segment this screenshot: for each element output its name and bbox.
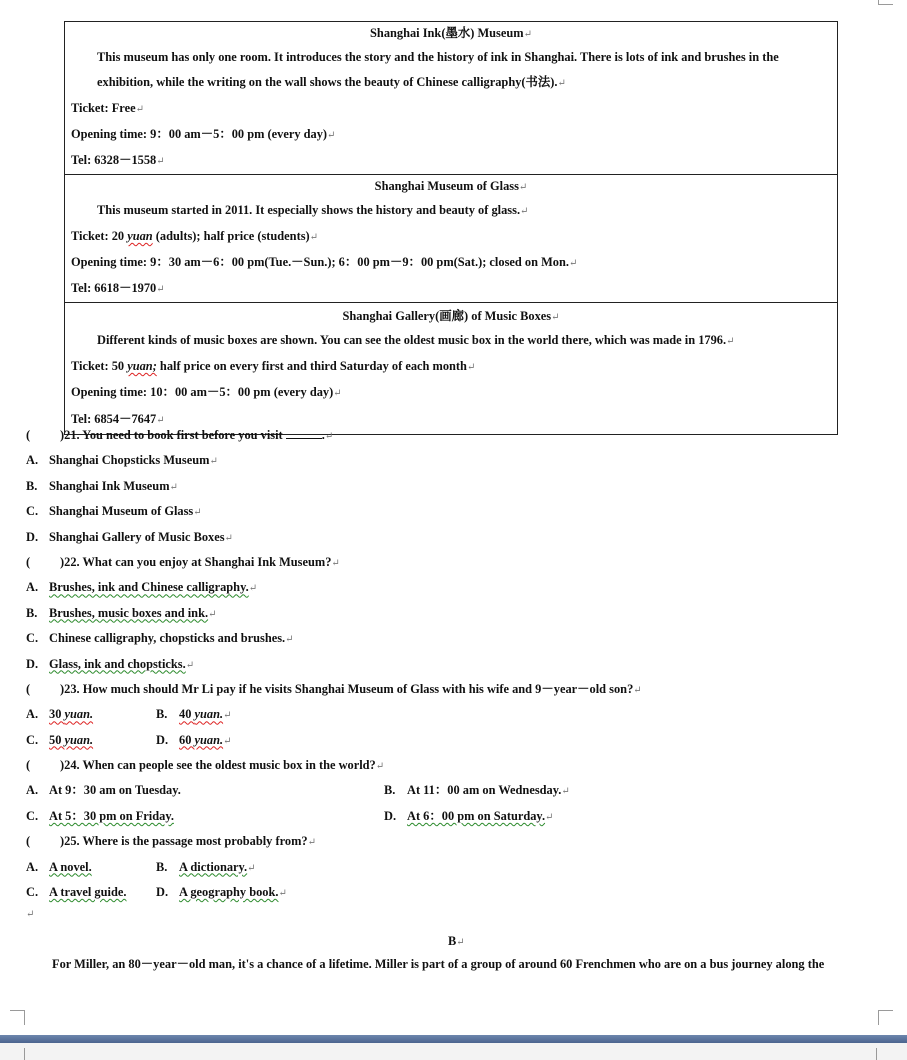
option-letter: C.	[26, 885, 39, 900]
option-row	[26, 856, 886, 881]
tel-text: Tel: 6328－1558	[71, 153, 157, 167]
option-col2	[384, 805, 553, 829]
paragraph-mark: ↵	[561, 786, 570, 798]
option-number: 40	[179, 707, 195, 722]
paragraph-mark: ↵	[331, 557, 340, 569]
museum-box-ink	[65, 22, 837, 174]
option-row	[26, 653, 886, 678]
paragraph-mark: ↵	[327, 130, 336, 141]
option-letter: D.	[384, 808, 397, 823]
option-row	[26, 627, 886, 652]
option-letter: D.	[156, 732, 169, 747]
option-col2	[384, 779, 570, 803]
option-number: 30	[49, 707, 65, 722]
option-row	[26, 729, 886, 754]
paragraph-mark: ↵	[557, 78, 566, 89]
paragraph-mark: ↵	[523, 29, 532, 40]
question-list	[26, 424, 886, 906]
paragraph-mark: ↵	[726, 336, 735, 347]
paragraph-mark: ↵	[545, 811, 554, 823]
question-stem: )25. Where is the passage most probably from?	[60, 834, 308, 849]
museum-box-music-boxes	[65, 302, 837, 434]
passage-text: For Miller, an 80－year－old man, it's a chance of a lifetime. Miller is part of a group of around 60 Frenchmen who are on a bus journey along the	[52, 957, 825, 971]
paragraph-mark: ↵	[278, 888, 287, 900]
opening-text: Opening time: 10：00 am－5：00 pm (every day)	[71, 385, 334, 399]
museum-tel	[65, 276, 837, 302]
option-text: Shanghai Chopsticks Museum	[49, 453, 210, 468]
section-heading-text: B	[448, 934, 457, 948]
option-letter: C.	[26, 808, 39, 823]
museum-description	[65, 328, 837, 354]
option-letter: A.	[26, 783, 39, 798]
option-unit: yuan.	[194, 707, 224, 722]
museum-title-text: Shanghai Gallery(画廊) of Music Boxes	[342, 309, 552, 323]
option-letter: B.	[26, 605, 38, 620]
option-letter: C.	[26, 504, 39, 519]
section-heading	[448, 932, 465, 952]
passage-first-line	[52, 954, 892, 974]
museum-ticket	[65, 224, 837, 250]
paragraph-mark: ↵	[551, 312, 560, 323]
paragraph-mark: ↵	[223, 710, 232, 722]
option-text: Shanghai Ink Museum	[49, 478, 170, 493]
ticket-text: Ticket: Free	[71, 101, 136, 115]
option-text: A novel.	[49, 859, 92, 874]
option-row	[26, 881, 886, 906]
option-text: At 11：00 am on Wednesday.	[407, 783, 562, 798]
museum-info-table	[64, 21, 838, 435]
museum-opening-time	[65, 122, 837, 148]
option-number: 50	[49, 732, 65, 747]
paragraph-mark: ↵	[520, 206, 529, 217]
ticket-unit: yuan;	[127, 359, 157, 373]
museum-title	[65, 175, 837, 198]
question-stem: )22. What can you enjoy at Shanghai Ink Museum?	[60, 554, 332, 569]
answer-blank	[286, 428, 322, 439]
option-text: A dictionary.	[179, 859, 248, 874]
paragraph-mark: ↵	[309, 232, 319, 243]
option-col2	[156, 856, 256, 880]
museum-tel	[65, 148, 837, 174]
question-end: .	[321, 428, 325, 442]
option-text: A geography book.	[179, 885, 279, 900]
option-letter: D.	[26, 656, 39, 671]
paragraph-mark: ↵	[156, 284, 165, 295]
crop-mark-bottom-right	[878, 1010, 893, 1025]
crop-mark-top-right	[878, 0, 893, 5]
paragraph-mark: ↵	[156, 156, 165, 167]
option-letter: C.	[26, 631, 39, 646]
description-text: This museum has only one room. It introduces the story and the history of ink in Shanghai. There is lots of ink and brushes in the exhibition, while the writing on the wall shows the beauty of Chinese calligraphy(书法).	[97, 50, 779, 89]
question-22	[26, 551, 886, 576]
museum-title	[65, 22, 837, 45]
ticket-suffix: half price on every first and third Saturday of each month	[156, 359, 467, 373]
option-letter: A.	[26, 580, 39, 595]
answer-bracket[interactable]: (	[26, 681, 31, 696]
paragraph-mark: ↵	[285, 634, 294, 646]
museum-description	[65, 45, 837, 96]
question-stem: )24. When can people see the oldest music box in the world?	[60, 758, 376, 773]
paragraph-mark: ↵	[223, 735, 232, 747]
answer-bracket[interactable]: (	[26, 758, 31, 773]
option-letter: A.	[26, 859, 39, 874]
option-text: Shanghai Gallery of Music Boxes	[49, 529, 225, 544]
description-text: This museum started in 2011. It especially shows the history and beauty of glass.	[97, 203, 521, 217]
window-bottom-bar	[0, 1035, 907, 1043]
paragraph-mark: ↵	[466, 362, 476, 373]
option-row	[26, 602, 886, 627]
ticket-prefix: Ticket: 50	[71, 359, 128, 373]
paragraph-mark: ↵	[518, 182, 528, 193]
option-row	[26, 703, 886, 728]
option-letter: B.	[156, 859, 168, 874]
museum-ticket	[65, 354, 837, 380]
option-text: Shanghai Museum of Glass	[49, 504, 194, 519]
option-text: Brushes, ink and Chinese calligraphy.	[49, 580, 249, 595]
option-unit: yuan.	[194, 732, 224, 747]
paragraph-mark: ↵	[193, 507, 202, 519]
tel-text: Tel: 6854－7647	[71, 412, 157, 426]
option-text: A travel guide.	[49, 885, 127, 900]
option-col2	[156, 729, 231, 753]
paragraph-mark: ↵	[209, 456, 218, 468]
option-unit: yuan.	[64, 707, 94, 722]
ticket-unit: yuan	[127, 229, 153, 243]
option-text: Chinese calligraphy, chopsticks and brushes.	[49, 631, 286, 646]
museum-description	[65, 198, 837, 224]
option-number: 60	[179, 732, 195, 747]
option-letter: C.	[26, 732, 39, 747]
paragraph-mark: ↵	[375, 761, 385, 773]
question-stem: )23. How much should Mr Li pay if he visits Shanghai Museum of Glass with his wife and 9－year－old son?	[60, 681, 634, 696]
option-letter: B.	[156, 707, 168, 722]
option-row	[26, 526, 886, 551]
option-unit: yuan.	[64, 732, 94, 747]
option-text: At 6：00 pm on Saturday.	[407, 808, 546, 823]
option-letter: D.	[26, 529, 39, 544]
paragraph-mark: ↵	[307, 837, 316, 849]
question-stem: )21. You need to book first before you visit	[60, 428, 283, 442]
paragraph-mark: ↵	[333, 388, 342, 399]
museum-opening-time	[65, 250, 837, 276]
answer-bracket[interactable]: (	[26, 834, 31, 849]
paragraph-mark: ↵	[324, 431, 334, 442]
ticket-prefix: Ticket: 20	[71, 229, 128, 243]
paragraph-mark: ↵	[185, 659, 195, 671]
ticket-suffix: (adults); half price (students)	[152, 229, 310, 243]
museum-title-text: Shanghai Museum of Glass	[374, 179, 519, 193]
paragraph-mark: ↵	[26, 909, 35, 920]
option-col2	[156, 703, 231, 727]
paragraph-mark: ↵	[208, 608, 217, 620]
paragraph-mark: ↵	[633, 684, 642, 696]
tel-text: Tel: 6618－1970	[71, 281, 157, 295]
museum-title-text: Shanghai Ink(墨水) Museum	[370, 26, 524, 40]
option-text: Glass, ink and chopsticks.	[49, 656, 186, 671]
option-letter: A.	[26, 453, 39, 468]
option-row	[26, 475, 886, 500]
option-row	[26, 805, 886, 830]
ruler-tick	[24, 1048, 25, 1060]
question-21	[26, 424, 886, 449]
paragraph-mark: ↵	[248, 583, 258, 595]
option-letter: A.	[26, 707, 39, 722]
option-text: Brushes, music boxes and ink.	[49, 605, 209, 620]
paragraph-mark: ↵	[156, 415, 165, 426]
option-col2	[156, 881, 287, 905]
paragraph-mark: ↵	[456, 937, 465, 948]
answer-bracket[interactable]: (	[26, 554, 31, 569]
question-25	[26, 830, 886, 855]
museum-ticket	[65, 96, 837, 122]
option-letter: B.	[384, 783, 396, 798]
opening-text: Opening time: 9：00 am－5：00 pm (every day)	[71, 127, 328, 141]
option-row	[26, 449, 886, 474]
option-row	[26, 779, 886, 804]
option-letter: D.	[156, 885, 169, 900]
option-text: At 5：30 pm on Friday.	[49, 808, 174, 823]
paragraph-mark: ↵	[224, 532, 233, 544]
paragraph-mark: ↵	[135, 104, 144, 115]
crop-mark-bottom-left	[10, 1010, 25, 1025]
question-23	[26, 678, 886, 703]
question-24	[26, 754, 886, 779]
empty-paragraph	[26, 906, 34, 921]
status-strip	[0, 1043, 907, 1060]
option-row	[26, 500, 886, 525]
ruler-tick	[876, 1048, 877, 1060]
option-text: At 9：30 am on Tuesday.	[49, 783, 181, 798]
opening-text: Opening time: 9：30 am－6：00 pm(Tue.－Sun.); 6：00 pm－9：00 pm(Sat.); closed on Mon.	[71, 255, 569, 269]
museum-box-glass	[65, 174, 837, 302]
museum-title	[65, 303, 837, 328]
answer-bracket[interactable]: (	[26, 428, 31, 442]
paragraph-mark: ↵	[568, 258, 578, 269]
paragraph-mark: ↵	[247, 862, 256, 874]
option-row	[26, 576, 886, 601]
paragraph-mark: ↵	[169, 481, 178, 493]
description-text: Different kinds of music boxes are shown. You can see the oldest music box in the world there, which was made in 1796.	[97, 333, 727, 347]
option-letter: B.	[26, 478, 38, 493]
museum-opening-time	[65, 380, 837, 406]
